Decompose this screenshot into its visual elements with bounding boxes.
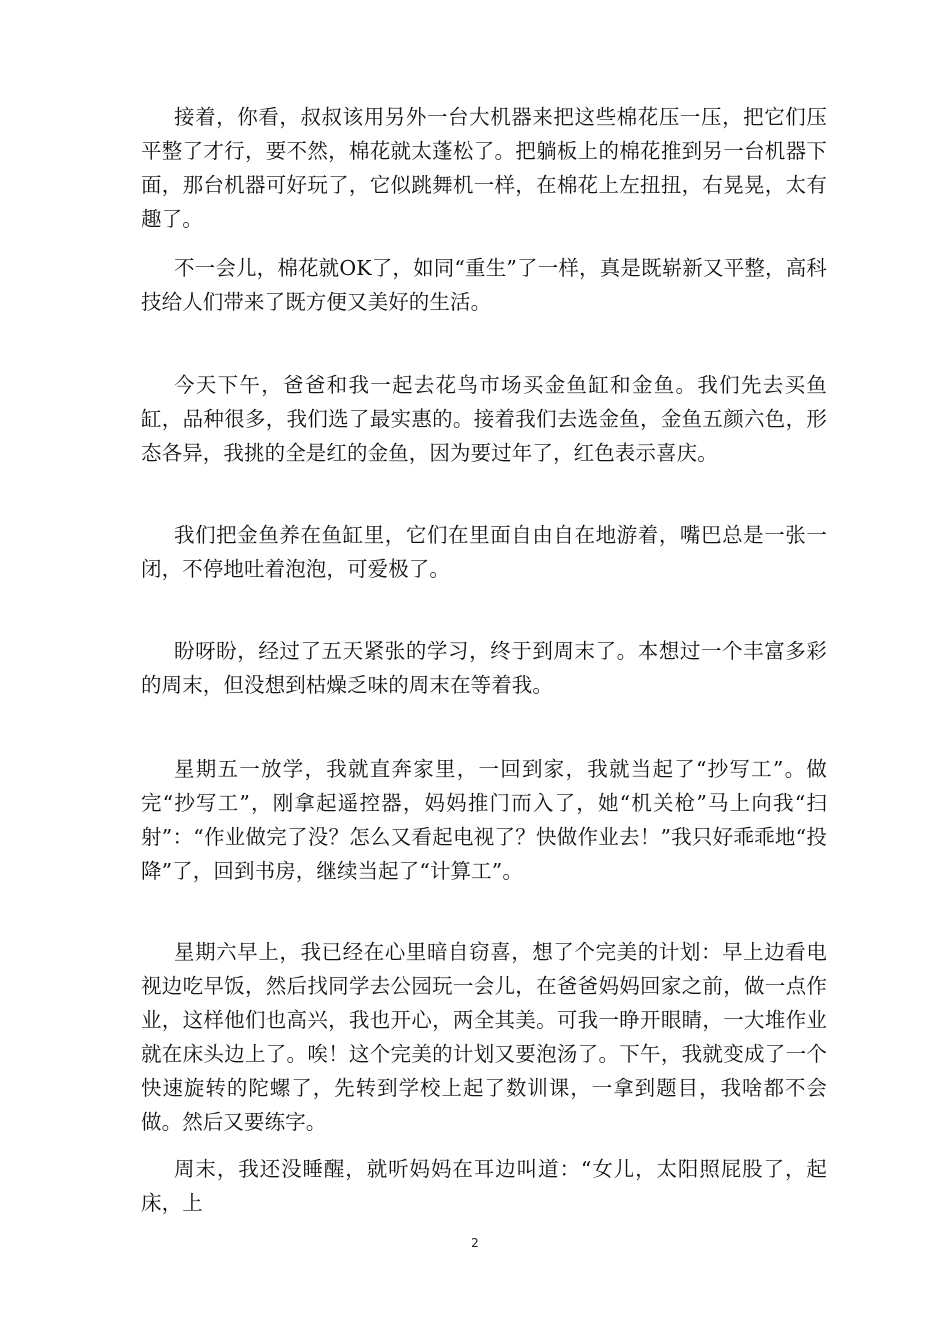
paragraph-goldfish-market: 今天下午，爸爸和我一起去花鸟市场买金鱼缸和金鱼。我们先去买鱼缸，品种很多，我们选了最实惠的。接着我们去选金鱼，金鱼五颜六色，形态各异，我挑的全是红的金鱼，因为要过年了，红色表示喜庆。 (141, 373, 827, 465)
paragraph-saturday: 星期六早上，我已经在心里暗自窃喜，想了个完美的计划：早上边看电视边吃早饭，然后找同学去公园玩一会儿，在爸爸妈妈回家之前，做一点作业，这样他们也高兴，我也开心，两全其美。可我一睁开眼睛，一大堆作业就在床头边上了。唉！这个完美的计划又要泡汤了。下午，我就变成了一个快速旋转的陀螺了，先转到学校上起了数训课，一拿到题目，我啥都不会做。然后又要练字。 (141, 940, 827, 1134)
page-number: 2 (471, 1236, 479, 1250)
paragraph-cotton-finished: 不一会儿，棉花就OK了，如同“重生”了一样，真是既崭新又平整，高科技给人们带来了既方便又美好的生活。 (141, 256, 827, 314)
paragraph-friday: 星期五一放学，我就直奔家里，一回到家，我就当起了“抄写工”。做完“抄写工”，刚拿起遥控器，妈妈推门而入了，她“机关枪”马上向我“扫射”：“作业做完了没？怎么又看起电视了？快做作业去！”我只好乖乖地“投降”了，回到书房，继续当起了“计算工”。 (141, 757, 827, 883)
paragraph-sunday: 周末，我还没睡醒，就听妈妈在耳边叫道：“女儿，太阳照屁股了，起床，上 (141, 1157, 827, 1215)
paragraph-cotton-pressing: 接着，你看，叔叔该用另外一台大机器来把这些棉花压一压，把它们压平整了才行，要不然，棉花就太蓬松了。把躺板上的棉花推到另一台机器下面，那台机器可好玩了，它似跳舞机一样，在棉花上左扭扭，右晃晃，太有趣了。 (141, 105, 827, 231)
paragraph-weekend-waiting: 盼呀盼，经过了五天紧张的学习，终于到周末了。本想过一个丰富多彩的周末，但没想到枯燥乏味的周末在等着我。 (141, 639, 827, 697)
paragraph-goldfish-tank: 我们把金鱼养在鱼缸里，它们在里面自由自在地游着，嘴巴总是一张一闭，不停地吐着泡泡，可爱极了。 (141, 523, 827, 581)
